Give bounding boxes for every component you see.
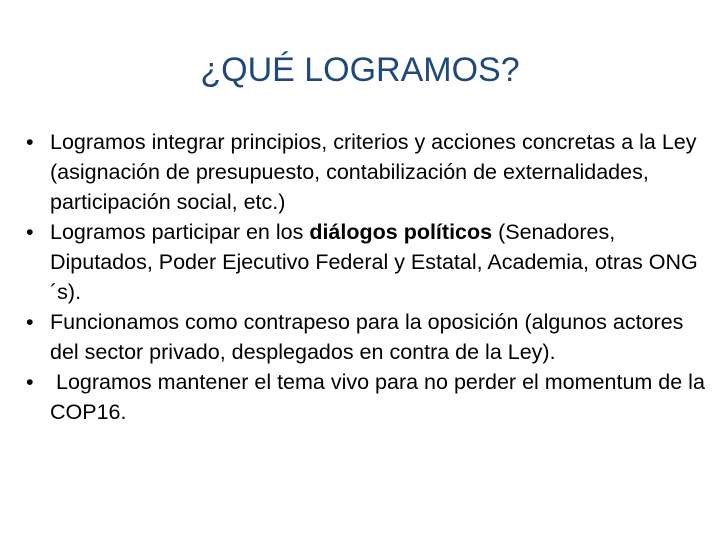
bullet-item — [26, 307, 710, 367]
bullet-text — [50, 217, 710, 307]
bullet-dot-icon: • — [26, 220, 34, 244]
bullet-text: Logramos mantener el tema vivo para no perder el momentum de la COP16. — [50, 370, 711, 424]
bullet-text-after: (Senadores, Diputados, Poder Ejecutivo Federal y Estatal, Academia, otras ONG´s). — [50, 220, 698, 304]
bullet-item — [26, 217, 710, 307]
bullet-text-before: Logramos participar en los — [50, 220, 310, 244]
bullet-item — [26, 367, 710, 427]
slide-title: ¿QUÉ LOGRAMOS? — [200, 51, 520, 89]
bullet-dot-icon: • — [26, 310, 34, 334]
bullet-dot-icon: • — [26, 130, 34, 154]
bullet-dot-icon: • — [26, 370, 34, 394]
bullet-list — [26, 127, 710, 427]
bullet-text: Logramos integrar principios, criterios y acciones concretas a la Ley (asignación de presupuesto, contabilización de externalidades, participación social, etc.) — [50, 130, 697, 214]
bullet-text-bold: diálogos políticos — [309, 220, 493, 244]
bullet-item — [26, 127, 710, 217]
bullet-text: Funcionamos como contrapeso para la oposición (algunos actores del sector privado, desplegados en contra de la Ley). — [50, 310, 684, 364]
